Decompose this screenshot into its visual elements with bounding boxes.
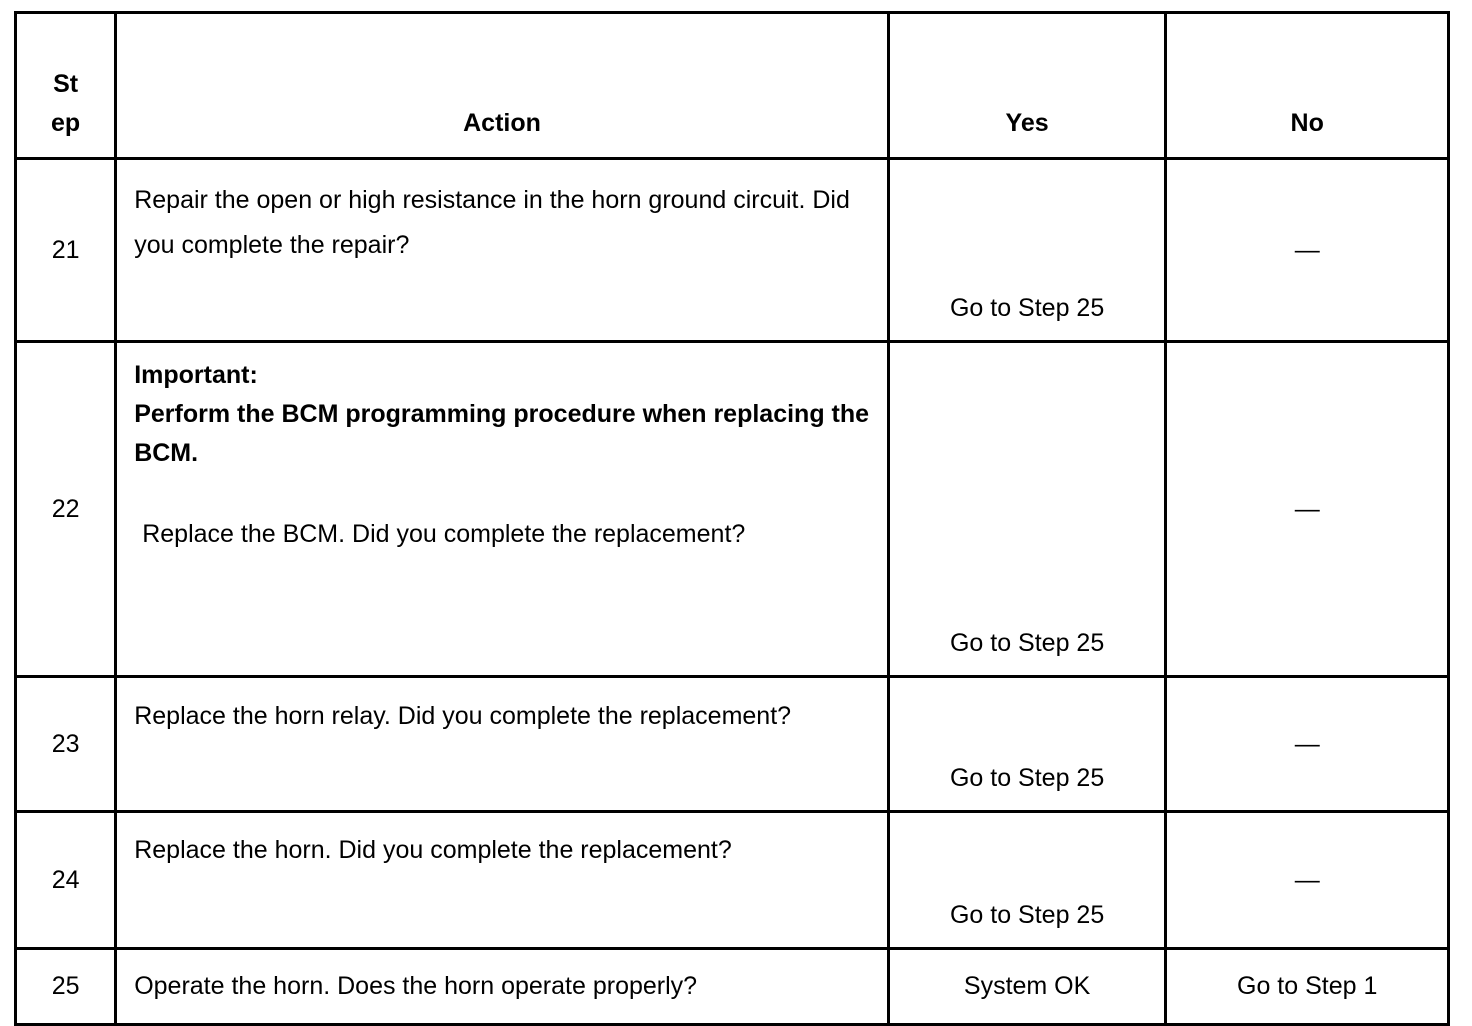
step-number: 22 [16, 342, 116, 677]
header-step [16, 13, 116, 159]
yes-result: System OK [888, 949, 1166, 1025]
yes-result: Go to Step 25 [888, 342, 1166, 677]
no-result: — [1166, 812, 1449, 949]
important-label: Important: [134, 361, 258, 389]
yes-result: Go to Step 25 [888, 677, 1166, 812]
action-text: Replace the BCM. Did you complete the replacement? [142, 520, 746, 548]
header-no: No [1166, 13, 1449, 159]
important-note: Perform the BCM programming procedure when replacing the BCM. [134, 400, 870, 467]
header-action: Action [116, 13, 889, 159]
header-step-line1: St [53, 70, 79, 98]
table-header-row [16, 13, 1449, 159]
no-result: — [1166, 677, 1449, 812]
no-result: — [1166, 342, 1449, 677]
table-row [16, 677, 1449, 812]
no-result: — [1166, 159, 1449, 342]
table-row [16, 159, 1449, 342]
table-row [16, 812, 1449, 949]
step-number: 23 [16, 677, 116, 812]
step-number: 21 [16, 159, 116, 342]
step-number: 25 [16, 949, 116, 1025]
action-text: Operate the horn. Does the horn operate properly? [116, 949, 889, 1025]
diagnostic-table [14, 11, 1450, 1026]
step-number: 24 [16, 812, 116, 949]
yes-result: Go to Step 25 [888, 159, 1166, 342]
header-step-line2: ep [51, 109, 81, 137]
header-yes: Yes [888, 13, 1166, 159]
action-text: Replace the horn. Did you complete the replacement? [116, 812, 889, 949]
action-cell [116, 342, 889, 677]
table-row [16, 949, 1449, 1025]
action-text: Repair the open or high resistance in the horn ground circuit. Did you complete the repair? [116, 159, 889, 342]
yes-result: Go to Step 25 [888, 812, 1166, 949]
action-text: Replace the horn relay. Did you complete the replacement? [116, 677, 889, 812]
table-row [16, 342, 1449, 677]
no-result: Go to Step 1 [1166, 949, 1449, 1025]
